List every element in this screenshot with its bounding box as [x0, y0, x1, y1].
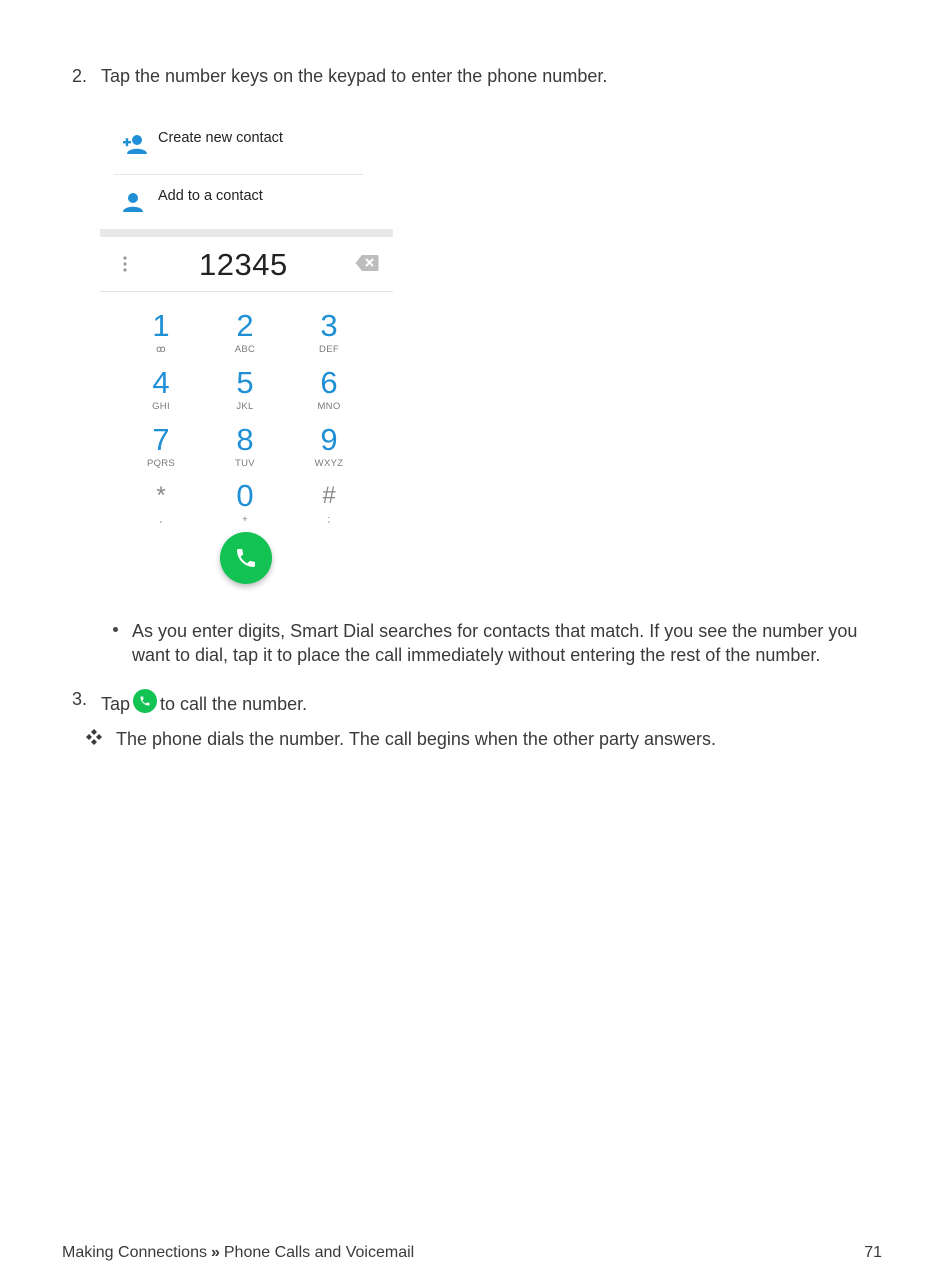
key-digit: 6	[320, 365, 338, 400]
phone-icon	[139, 695, 151, 707]
footer-section: Making Connections	[62, 1244, 207, 1261]
step-number: 2.	[72, 66, 88, 86]
key-letters: DEF	[319, 344, 339, 355]
key-letters: ;	[327, 514, 331, 525]
inline-call-icon	[133, 689, 157, 713]
key-digit: 2	[236, 308, 254, 343]
result-diamonds-icon	[85, 728, 103, 746]
key-4[interactable]	[126, 365, 196, 421]
call-button[interactable]	[220, 532, 272, 584]
key-letters: GHI	[152, 401, 170, 412]
key-letters: WXYZ	[314, 458, 344, 469]
key-letters: MNO	[317, 401, 341, 412]
key-2[interactable]	[210, 308, 280, 364]
key-digit: 5	[236, 365, 254, 400]
key-3[interactable]	[294, 308, 364, 364]
key-9[interactable]	[294, 422, 364, 478]
divider-strip	[100, 229, 393, 237]
page-number: 71	[864, 1244, 882, 1261]
phone-icon	[234, 546, 258, 570]
dialer-screenshot	[100, 118, 393, 600]
key-digit: 9	[320, 422, 338, 457]
key-letters: TUV	[235, 458, 255, 469]
add-to-contact-row[interactable]	[114, 176, 363, 233]
step-text-before: Tap	[101, 694, 131, 714]
key-digit: *	[156, 482, 166, 509]
digits-bar	[100, 237, 393, 292]
key-digit: 8	[236, 422, 254, 457]
footer-subsection: Phone Calls and Voicemail	[223, 1244, 415, 1261]
key-1[interactable]	[126, 308, 196, 364]
key-6[interactable]	[294, 365, 364, 421]
person-icon	[122, 190, 148, 214]
key-star[interactable]	[126, 478, 196, 534]
key-hash[interactable]	[294, 478, 364, 534]
key-digit: 3	[320, 308, 338, 343]
key-letters: PQRS	[146, 458, 176, 469]
key-5[interactable]	[210, 365, 280, 421]
key-8[interactable]	[210, 422, 280, 478]
step-number: 3.	[72, 689, 88, 709]
step-text: Tap the number keys on the keypad to enter the phone number.	[101, 66, 608, 86]
key-letters: ,	[159, 514, 163, 525]
backspace-icon[interactable]	[355, 254, 379, 272]
create-new-contact-label: Create new contact	[158, 130, 283, 146]
key-0[interactable]	[210, 478, 280, 534]
create-new-contact-row[interactable]	[114, 118, 363, 175]
voicemail-icon: ꝏ	[156, 344, 166, 355]
key-digit: 1	[152, 308, 170, 343]
key-letters: JKL	[236, 401, 254, 412]
footer-breadcrumb	[62, 1244, 414, 1262]
add-to-contact-label: Add to a contact	[158, 188, 263, 204]
result-text: The phone dials the number. The call begins when the other party answers.	[116, 729, 717, 749]
footer-separator: »	[210, 1244, 220, 1261]
overflow-menu-icon[interactable]	[122, 255, 128, 273]
step-text-after: to call the number.	[160, 694, 308, 714]
bullet-marker	[113, 627, 118, 632]
key-digit: 7	[152, 422, 170, 457]
smart-dial-note: As you enter digits, Smart Dial searches for contacts that match. If you see the number you want to dial, tap it to place the call immediately without entering the rest of the number.	[132, 621, 858, 665]
key-digit: #	[322, 482, 336, 509]
key-7[interactable]	[126, 422, 196, 478]
step-text	[101, 689, 307, 715]
add-person-icon	[122, 132, 148, 156]
key-digit: 4	[152, 365, 170, 400]
key-letters: +	[242, 514, 248, 525]
key-letters: ABC	[234, 344, 256, 355]
dialed-number[interactable]: 12345	[199, 247, 288, 282]
key-digit: 0	[236, 478, 254, 513]
